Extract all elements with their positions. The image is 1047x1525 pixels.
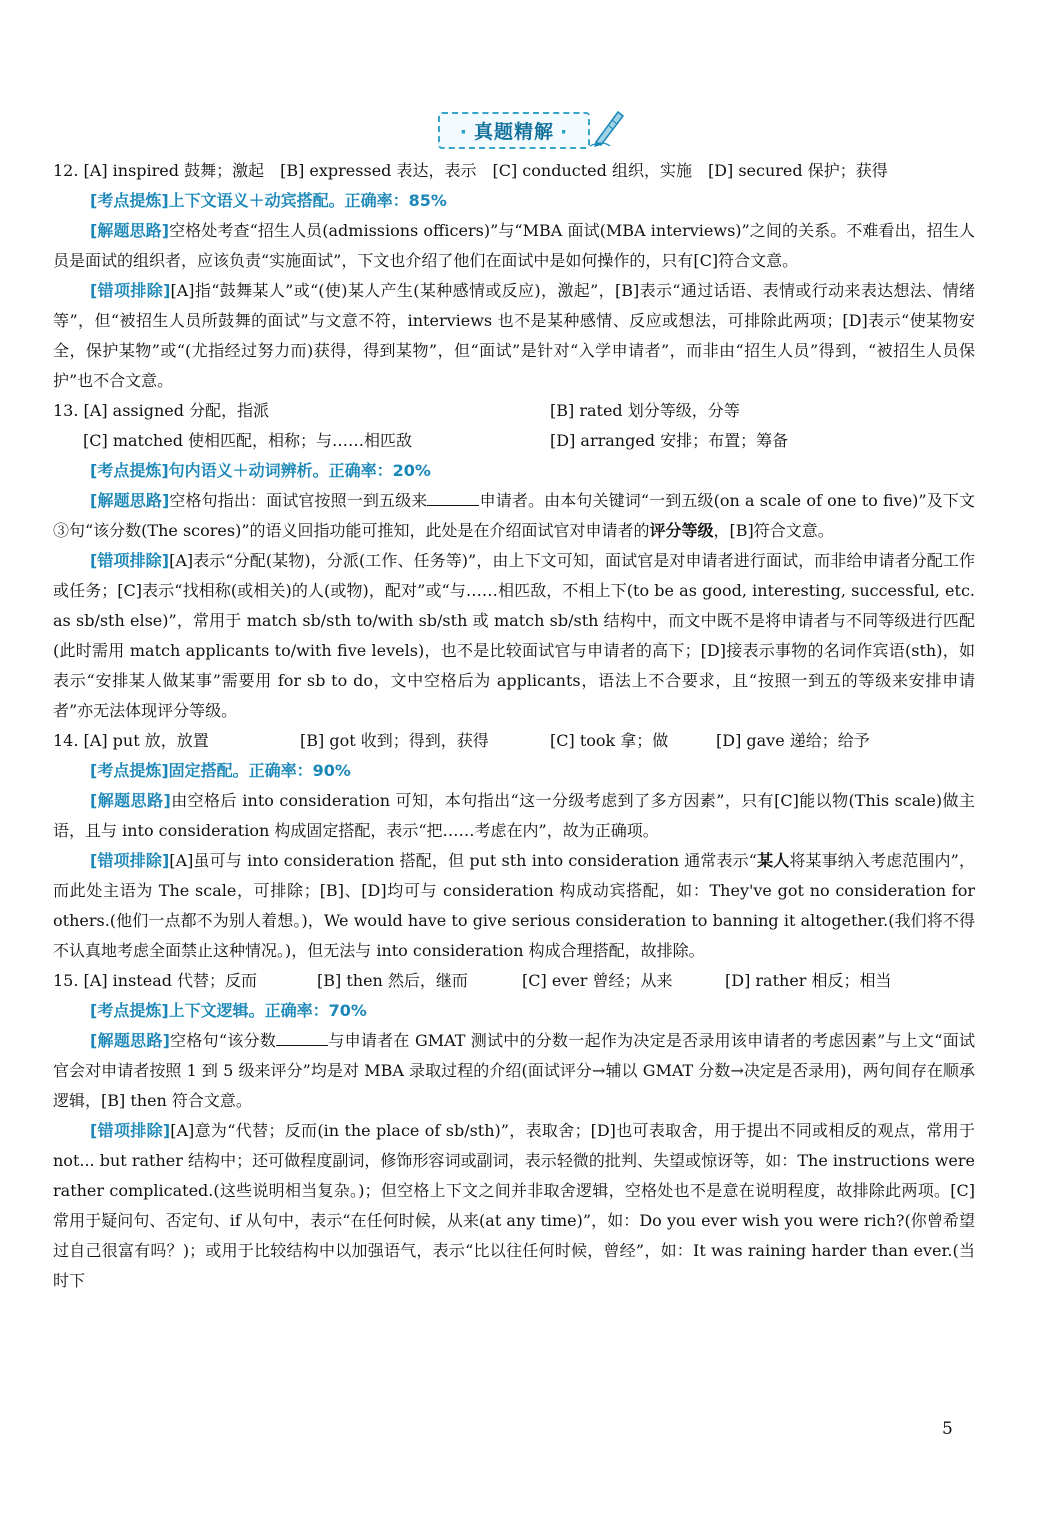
cuoxiang-tag: [错项排除]: [90, 851, 170, 870]
jieti-bold: 评分等级: [649, 521, 714, 540]
q13-jieti: [53, 486, 975, 546]
q13-option-b: [B] rated 划分等级，分等: [550, 401, 740, 420]
answer-blank: [276, 1031, 328, 1046]
q15-jieti: [53, 1026, 975, 1116]
q14-option-c: [C] took 拿；做: [550, 731, 669, 750]
kaodian-text: 上下文语义＋动宾搭配。正确率：85%: [168, 191, 447, 210]
q15-option-b: [B] then 然后，继而: [317, 971, 468, 990]
cuoxiang-text: [A]表示“分配(某物)，分派(工作、任务等)”，由上下文可知，面试官是对申请者进行面试，而非给申请者分配工作或任务；[C]表示“找相称(或相关)的人(或物)，配对”或“与……相匹敌，不相上下(to be as good, interesting, successful, etc. as sb/sth else)”，常用于 match sb/sth to/with sb/sth 或 match sb/sth 结构中，而文中既不是将申请者与不同等级进行匹配(此时需用 match applicants to/with five levels)，也不是比较面试官与申请者的高下；[D]接表示事物的名词作宾语(sth)，如表示“安排某人做某事”需要用 for sb to do，文中空格后为 applicants，语法上不合要求，且“按照一到五的等级来安排申请者”亦无法体现评分等级。: [53, 551, 975, 720]
q14-jieti: [53, 786, 975, 846]
jieti-text-1: 空格句“该分数: [169, 1031, 277, 1050]
q12-cuoxiang: [53, 276, 975, 396]
cuoxiang-tag: [错项排除]: [90, 281, 171, 300]
q15-options: [53, 966, 975, 996]
q15-option-a: 15. [A] instead 代替；反而: [53, 971, 258, 990]
cuoxiang-tag: [错项排除]: [90, 1121, 171, 1140]
cuoxiang-text-1: [A]虽可与 into consideration 搭配，但 put sth into consideration 通常表示“: [169, 851, 757, 870]
kaodian-text: 句内语义＋动词辨析。正确率：20%: [168, 461, 431, 480]
q14-cuoxiang: [53, 846, 975, 966]
section-title: 真题精解: [473, 121, 554, 143]
section-header: [53, 112, 975, 156]
q13-option-a: 13. [A] assigned 分配，指派: [53, 401, 270, 420]
q12-jieti: [53, 216, 975, 276]
kaodian-text: 固定搭配。正确率：90%: [168, 761, 351, 780]
q13-kaodian: [53, 456, 975, 486]
title-dot-left: ·: [459, 121, 468, 143]
cuoxiang-text: [A]指“鼓舞某人”或“(使)某人产生(某种感情或反应)，激起”，[B]表示“通过话语、表情或行动来表达想法、情绪等”，但“被招生人员所鼓舞的面试”与文意不符，interviews 也不是某种感情、反应或想法，可排除此两项；[D]表示“使某物安全，保护某物”或“(尤指经过努力而)获得，得到某物”，但“面试”是针对“入学申请者”，而非由“招生人员”得到，“被招生人员保护”也不合文意。: [53, 281, 975, 390]
jieti-text-3: ，[B]符合文意。: [713, 521, 834, 540]
q13-option-d: [D] arranged 安排；布置；筹备: [550, 431, 789, 450]
cuoxiang-bold: 某人: [756, 851, 790, 870]
jieti-text: 由空格后 into consideration 可知，本句指出“这一分级考虑到了多方因素”，只有[C]能以物(This scale)做主语，且与 into consideration 构成固定搭配，表示“把……考虑在内”，故为正确项。: [53, 791, 975, 840]
q15-kaodian: [53, 996, 975, 1026]
q14-option-d: [D] gave 递给；给予: [716, 731, 870, 750]
kaodian-tag: [考点提炼]: [90, 191, 169, 210]
jieti-text-1: 空格句指出：面试官按照一到五级来: [169, 491, 428, 510]
kaodian-text: 上下文逻辑。正确率：70%: [168, 1001, 367, 1020]
jieti-text-2: 与申请者在 GMAT 测试中的分数一起作为决定是否录用该申请者的考虑因素”与上文“面试官会对申请者按照 1 到 5 级来评分”均是对 MBA 录取过程的介绍(面试评分→辅以 GMAT 分数→决定是否录用)，两句间存在顺承逻辑，[B] then 符合文意。: [53, 1031, 975, 1110]
q12-kaodian: [53, 186, 975, 216]
pen-icon: [588, 106, 628, 148]
section-title-box: [438, 112, 590, 149]
page-body: [53, 112, 975, 1296]
cuoxiang-text: [A]意为“代替；反而(in the place of sb/sth)”，表取舍；[D]也可表取舍，用于提出不同或相反的观点，常用于 not... but rather 结构中；还可做程度副词，修饰形容词或副词，表示轻微的批判、失望或惊讶等，如：The instructions were rather complicated.(这些说明相当复杂。)；但空格上下文之间并非取舍逻辑，空格处也不是意在说明程度，故排除此两项。[C]常用于疑问句、否定句、if 从句中，表示“在任何时候，从来(at any time)”，如：Do you ever wish you were rich?(你曾希望过自己很富有吗？)；或用于比较结构中以加强语气，表示“比以往任何时候，曾经”，如：It was raining harder than ever.(当时下: [53, 1121, 975, 1290]
q13-cuoxiang: [53, 546, 975, 726]
q15-option-c: [C] ever 曾经；从来: [522, 971, 673, 990]
q13-options-row2: [53, 426, 975, 456]
cuoxiang-tag: [错项排除]: [90, 551, 170, 570]
jieti-text: 空格处考查“招生人员(admissions officers)”与“MBA 面试(MBA interviews)”之间的关系。不难看出，招生人员是面试的组织者，应该负责“实施面试”，下文也介绍了他们在面试中是如何操作的，只有[C]符合文意。: [53, 221, 975, 270]
q13-options-row1: [53, 396, 975, 426]
kaodian-tag: [考点提炼]: [90, 461, 169, 480]
q15-option-d: [D] rather 相反；相当: [725, 971, 892, 990]
q12-options: 12. [A] inspired 鼓舞；激起 [B] expressed 表达，表示 [C] conducted 组织，实施 [D] secured 保护；获得: [53, 161, 888, 180]
title-dot-right: ·: [560, 121, 569, 143]
jieti-tag: [解题思路]: [90, 491, 170, 510]
jieti-tag: [解题思路]: [90, 791, 171, 810]
answer-blank: [427, 491, 479, 506]
cuoxiang-text-2: 将某事纳入考虑范围内”，而此处主语为 The scale，可排除；[B]、[D]均可与 consideration 构成动宾搭配，如：They've got no consideration for others.(他们一点都不为别人着想。)，We would have to give serious consideration to banning it altogether.(我们将不得不认真地考虑全面禁止这种情况。)，但无法与 into consideration 构成合理搭配，故排除。: [53, 851, 975, 960]
kaodian-tag: [考点提炼]: [90, 761, 169, 780]
q14-options: [53, 726, 975, 756]
page-number: 5: [942, 1419, 953, 1439]
q13-option-c: [C] matched 使相匹配，相称；与……相匹敌: [83, 431, 413, 450]
kaodian-tag: [考点提炼]: [90, 1001, 169, 1020]
jieti-text-2: 申请者。由本句关键词“一到五级(on a scale of one to five)”及下文③句“该分数(The scores)”的语义回指功能可推知，此处是在介绍面试官对申请者的: [53, 491, 975, 540]
q14-kaodian: [53, 756, 975, 786]
jieti-tag: [解题思路]: [90, 1031, 170, 1050]
q15-cuoxiang: [53, 1116, 975, 1296]
jieti-tag: [解题思路]: [90, 221, 170, 240]
q14-option-a: 14. [A] put 放，放置: [53, 731, 209, 750]
q14-option-b: [B] got 收到；得到，获得: [300, 731, 489, 750]
